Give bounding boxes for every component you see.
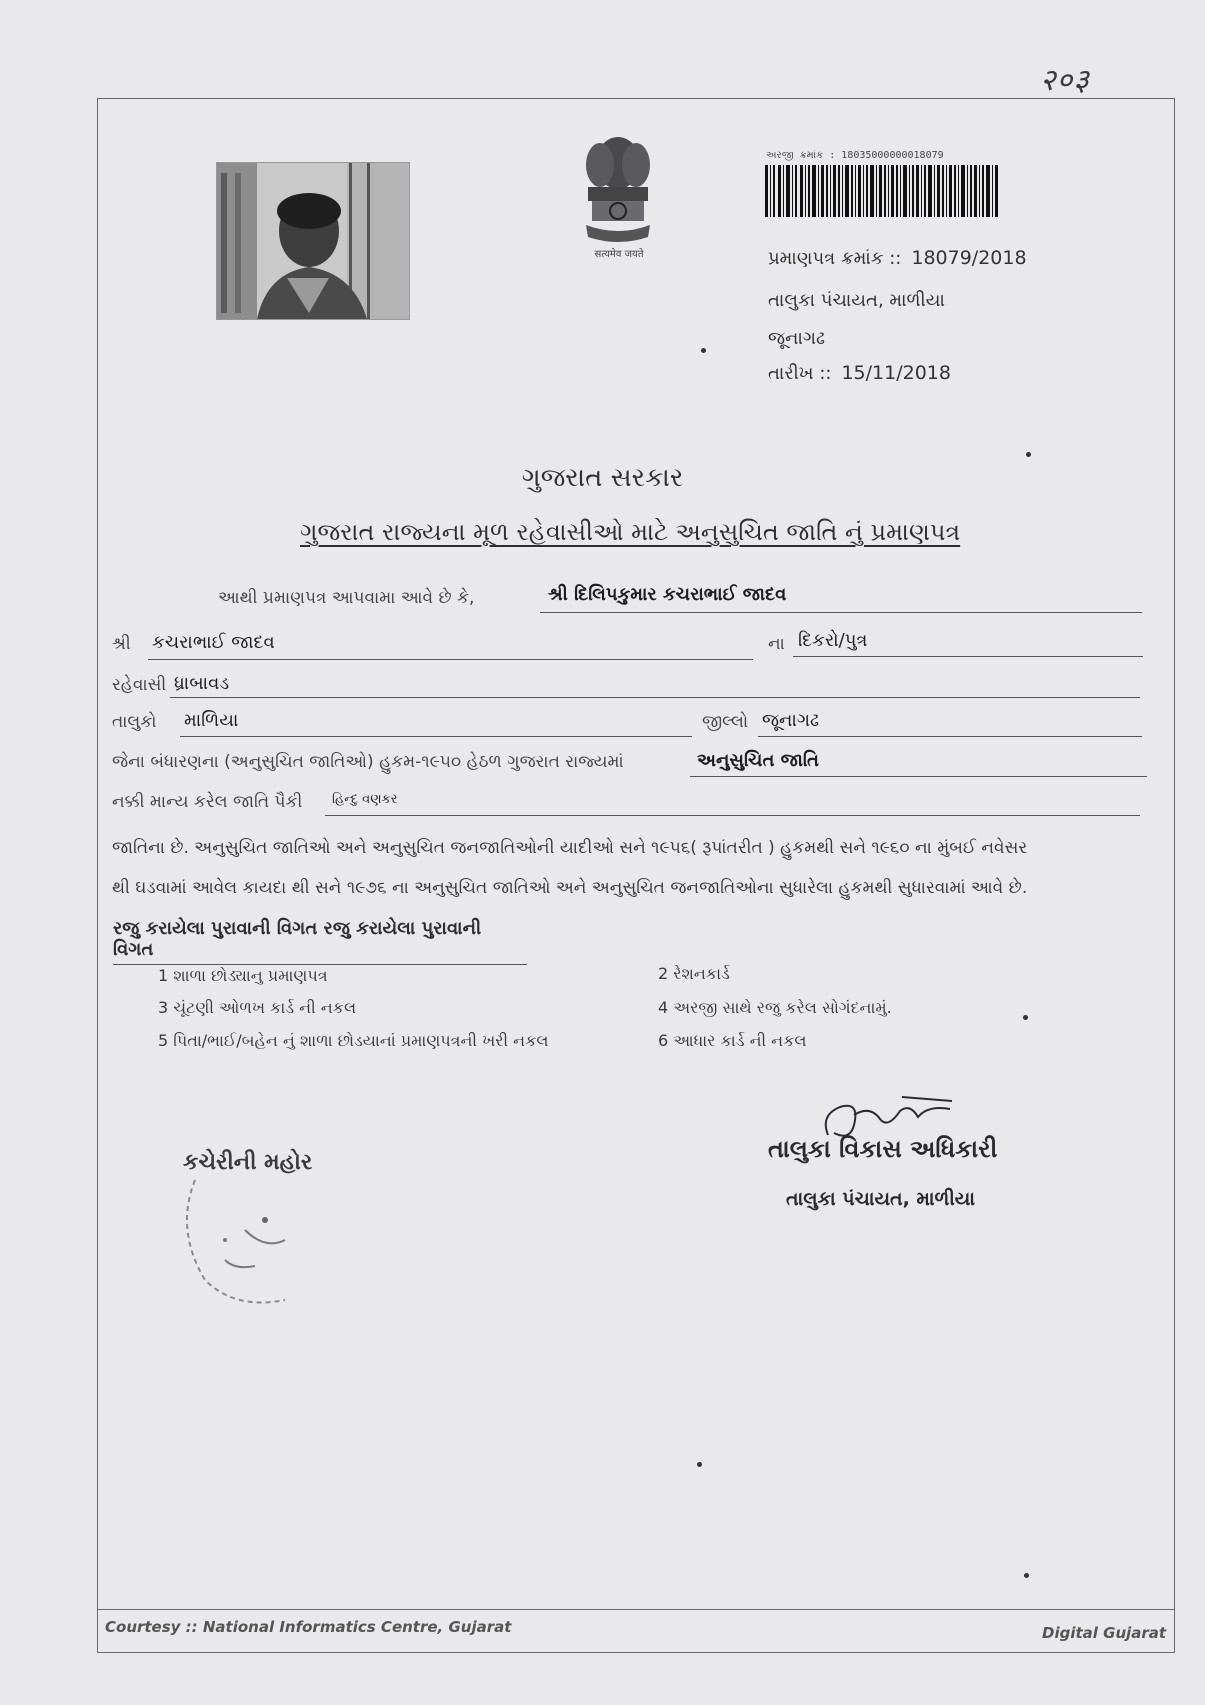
speck <box>1024 1573 1029 1578</box>
relation-underline <box>793 656 1143 657</box>
relation: દિકરો/પુત્ર <box>798 630 868 651</box>
proof-heading: રજુ કરાયેલા પુરાવાની વિગત રજુ કરાયેલા પુરાવાની વિગત <box>113 918 527 965</box>
taluka: માળિયા <box>184 710 239 731</box>
father-prefix: શ્રી <box>112 634 131 654</box>
speck <box>1026 452 1031 457</box>
father-underline <box>148 659 753 660</box>
applicant-name: શ્રી દિલિપકુમાર કચરાભાઈ જાદવ <box>548 584 787 605</box>
certificate-frame <box>97 98 1175 1653</box>
officer-title: તાલુકા વિકાસ અધિકારી <box>768 1135 998 1163</box>
taluka-label: તાલુકો <box>112 712 157 732</box>
footer-rule <box>97 1609 1175 1610</box>
issuing-office: તાલુકા પંચાયત, માળીયા <box>768 290 945 311</box>
government-title: ગુજરાત સરકાર <box>521 463 684 493</box>
document-item: 6 આધાર કાર્ડ ની નકલ <box>658 1031 807 1050</box>
applicant-photo <box>216 162 410 320</box>
speck <box>1023 1015 1028 1020</box>
legal-paragraph-line-2: થી ઘડવામાં આવેલ કાયદા થી સને ૧૯૭૬ ના અનુસુચિત જાતિઓ અને અનુસુચિત જનજાતિઓના સુધારેલા હુકમથી સુધારવામાં આવે છે. <box>112 878 1028 898</box>
certificate-number-row <box>768 247 1027 269</box>
date-row <box>768 362 951 384</box>
certificate-number: 18079/2018 <box>911 247 1027 269</box>
order-label: જેના બંધારણના (અનુસુચિત જાતિઓ) હુકમ-૧૯૫૦ હેઠળ ગુજરાત રાજ્યમાં <box>112 752 624 772</box>
office-seal-text: કચેરીની મહોર <box>183 1150 313 1175</box>
resident-village: ધ્રાબાવડ <box>174 673 230 694</box>
relation-prefix: ના <box>768 634 785 654</box>
name-underline <box>540 612 1142 613</box>
document-item: 3 ચૂંટણી ઓળખ કાર્ડ ની નકલ <box>158 998 357 1017</box>
speck <box>701 348 706 353</box>
issuing-district: જૂનાગઢ <box>768 328 825 349</box>
caste-underline <box>325 815 1140 816</box>
application-number: અરજી ક્રમાંક : 18035000000018079 <box>766 150 944 161</box>
certificate-number-label: પ્રમાણપત્ર ક્રમાંક :: <box>768 248 902 269</box>
category-underline <box>690 776 1147 777</box>
intro-label: આથી પ્રમાણપત્ર આપવામા આવે છે કે, <box>218 588 475 608</box>
district-label: જીલ્લો <box>702 712 749 732</box>
barcode <box>765 165 999 217</box>
document-item: 5 પિતા/ભાઈ/બહેન નું શાળા છોડયાનાં પ્રમાણપત્રની ખરી નકલ <box>158 1031 549 1050</box>
page-number: २०३ <box>1040 63 1090 98</box>
district-underline <box>758 736 1142 737</box>
resident-label: રહેવાસી <box>112 675 167 695</box>
officer-office: તાલુકા પંચાયત, માળીયા <box>786 1188 976 1210</box>
footer-courtesy: Courtesy :: National Informatics Centre, Gujarat <box>105 1618 512 1636</box>
document-item: 1 શાળા છોડ્યાનુ પ્રમાણપત્ર <box>158 966 328 985</box>
footer-brand: Digital Gujarat <box>1042 1624 1167 1642</box>
certificate-title: ગુજરાત રાજ્યના મૂળ રહેવાસીઓ માટે અનુસુચિત જાતિ નું પ્રમાણપત્ર <box>300 518 961 546</box>
issue-date: 15/11/2018 <box>841 362 951 384</box>
category: અનુસુચિત જાતિ <box>697 750 819 771</box>
caste: હિન્દુ વણકર <box>332 792 398 807</box>
resident-underline <box>170 697 1140 698</box>
father-name: કચરાભાઈ જાદવ <box>152 632 275 653</box>
taluka-underline <box>180 736 692 737</box>
document-item: 4 અરજી સાથે રજુ કરેલ સોગંદનામું. <box>658 998 892 1017</box>
emblem-motto: सत्यमेव जयते <box>594 249 644 260</box>
legal-paragraph-line-1: જાતિના છે. અનુસુચિત જાતિઓ અને અનુસુચિત જનજાતિઓની યાદીઓ સને ૧૯૫૬( રૂપાંતરીત ) હુકમથી સને ૧૯૬૦ ના મુંબઈ નવેસર <box>112 838 1028 858</box>
document-item: 2 રેશનકાર્ડ <box>658 964 730 983</box>
speck <box>697 1462 702 1467</box>
state-emblem-icon <box>568 125 668 265</box>
caste-label: નક્કી માન્ય કરેલ જાતિ પૈકી <box>112 792 303 812</box>
district: જૂનાગઢ <box>762 710 819 731</box>
date-label: તારીખ :: <box>768 363 832 384</box>
